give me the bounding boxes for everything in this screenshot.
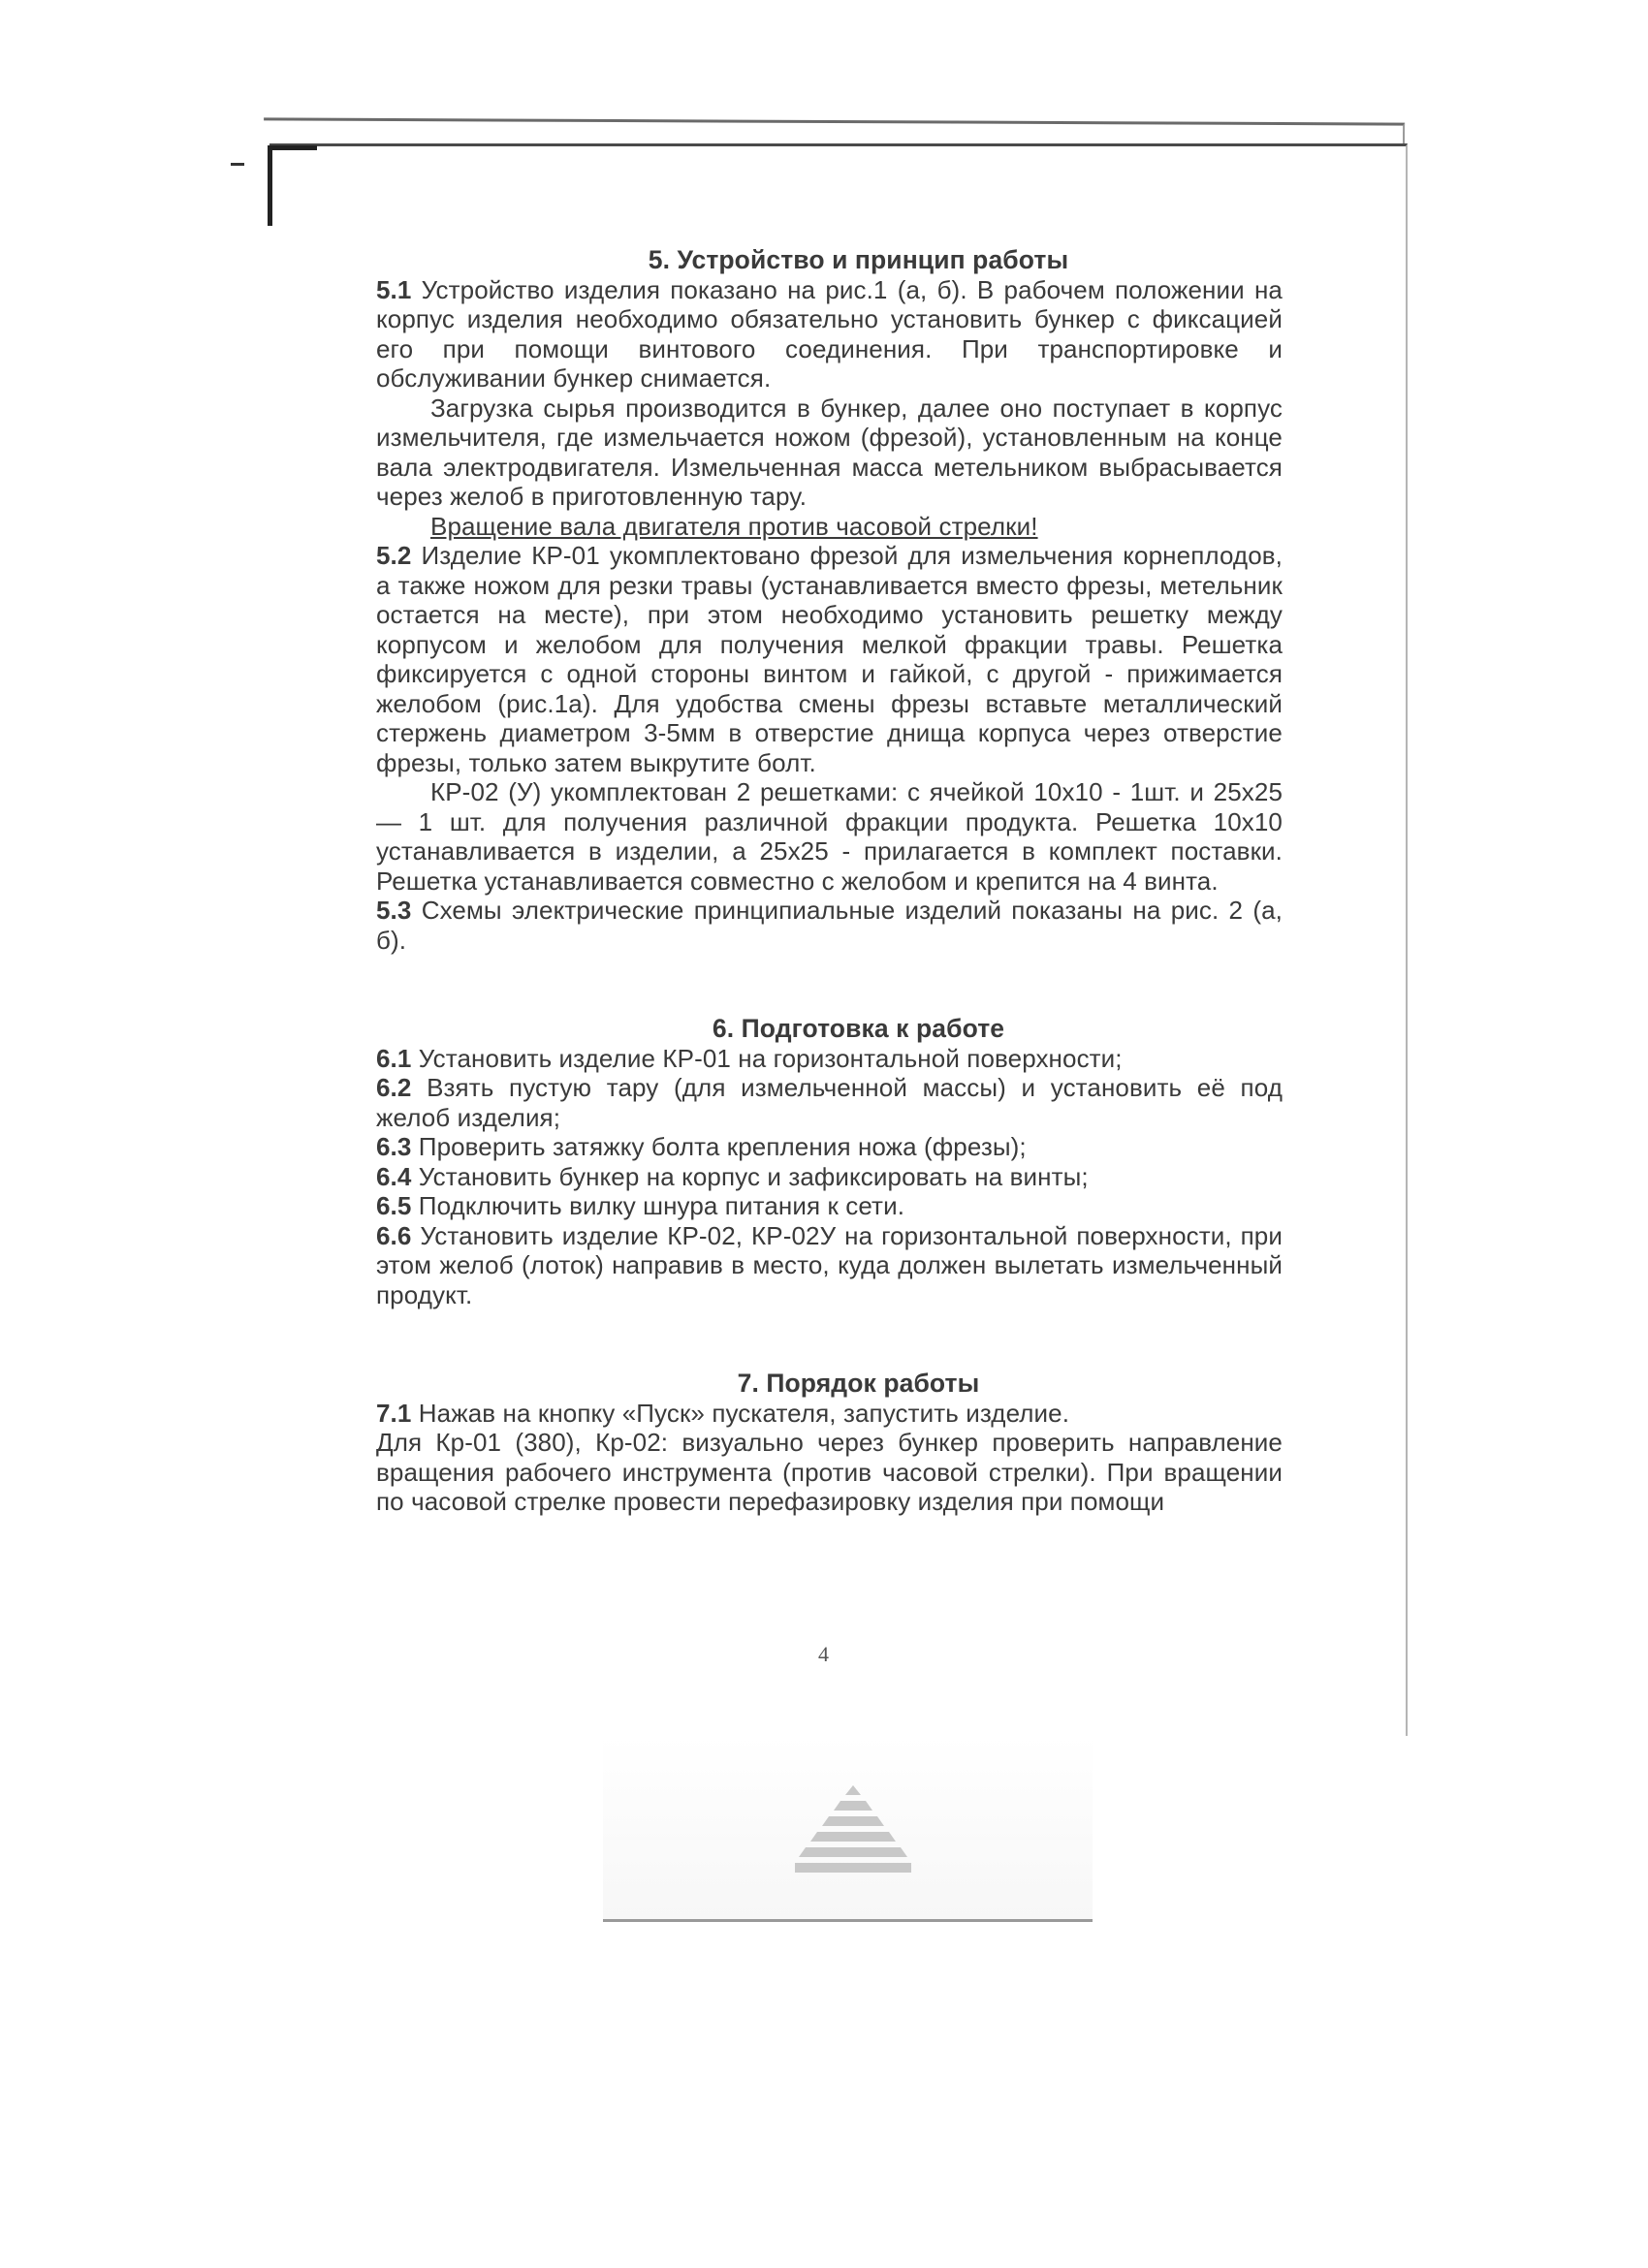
item-number: 6.2 [376,1073,412,1102]
paragraph-number: 5.1 [376,274,412,304]
paragraph-number: 5.2 [376,541,412,570]
list-item-6-2 [376,1073,1283,1132]
scan-tick-mark [231,163,244,166]
item-text: Установить изделие КР-01 на горизонтальной поверхности; [411,1043,1123,1073]
section-6-title: 6. Подготовка к работе [712,1014,1005,1043]
item-text: Установить изделие КР-02, КР-02У на горизонтальной поверхности, при этом желоб (лоток) направив в место, куда должен вылетать измельченный продукт. [376,1220,1283,1309]
item-number: 6.6 [376,1220,412,1250]
list-item-6-6 [376,1221,1283,1310]
list-item-6-4 [376,1162,1283,1192]
warning-text: Вращение вала двигателя против часовой стрелки! [430,511,1038,541]
paragraph-5-2 [376,541,1283,777]
rotation-warning [376,512,1283,542]
paragraph-7-1 [376,1399,1283,1429]
paragraph-text: Изделие КР-01 укомплектовано фрезой для измельчения корнеплодов, а также ножом для резки травы (устанавливается вместо фрезы, метельник остается на месте), при этом необходимо установить решетку между корпусом и желобом для получения мелкой фракции травы. Решетка фиксируется с одной стороны винтом и гайкой, с другой - прижимается желобом (рис.1а). Для удобства смены фрезы вставьте металлический стержень диаметром 3-5мм в отверстие днища корпуса через отверстие фрезы, только затем выкрутите болт. [376,541,1283,777]
binding-corner-mark [268,145,317,226]
paragraph-7-1-continued: Для Кр-01 (380), Кр-02: визуально через бункер проверить направление вращения рабочего инструмента (против часовой стрелки). При вращении по часовой стрелке провести перефазировку изделия при помощи [376,1428,1283,1516]
paragraph-text: Схемы электрические принципиальные изделий показаны на рис. 2 (а, б). [376,896,1283,955]
list-item-6-5 [376,1191,1283,1221]
paragraph-text: Устройство изделия показано на рис.1 (а, б). В рабочем положении на корпус изделия необходимо обязательно установить бункер с фиксацией его при помощи винтового соединения. При транспортировке и обслуживании бункер снимается. [376,274,1283,393]
item-text: Проверить затяжку болта крепления ножа (фрезы); [411,1132,1027,1161]
paragraph-text: Нажав на кнопку «Пуск» пускателя, запустить изделие. [411,1398,1070,1428]
item-number: 6.3 [376,1132,412,1161]
paragraph-5-3 [376,896,1283,955]
paragraph-5-2-grids: КР-02 (У) укомплектован 2 решетками: с ячейкой 10х10 - 1шт. и 25х25 — 1 шт. для получения различной фракции продукта. Решетка 10х10 устанавливается в изделии, а 25х25 - прилагается в комплект поставки. Решетка устанавливается совместно с желобом и крепится на 4 винта. [376,777,1283,896]
item-text: Взять пустую тару (для измельченной массы) и установить её под желоб изделия; [376,1073,1283,1132]
list-item-6-3 [376,1132,1283,1162]
section-5-title: 5. Устройство и принцип работы [648,245,1069,274]
paragraph-number: 7.1 [376,1398,412,1428]
pyramid-logo-icon [795,1785,911,1882]
page-number: 4 [818,1642,829,1666]
paragraph-number: 5.3 [376,896,412,925]
list-item-6-1 [376,1044,1283,1074]
item-number: 6.4 [376,1161,412,1191]
paragraph-5-1 [376,275,1283,394]
paragraph-5-1-loading: Загрузка сырья производится в бункер, далее оно поступает в корпус измельчителя, где измельчается ножом (фрезой), установленным на конце вала электродвигателя. Измельченная масса метельником выбрасывается через желоб в приготовленную тару. [376,393,1283,511]
document-body [376,245,1283,1517]
item-number: 6.5 [376,1191,412,1220]
item-text: Установить бункер на корпус и зафиксировать на винты; [411,1161,1089,1191]
item-text: Подключить вилку шнура питания к сети. [411,1191,905,1220]
section-7-title: 7. Порядок работы [737,1369,980,1398]
item-number: 6.1 [376,1043,412,1073]
